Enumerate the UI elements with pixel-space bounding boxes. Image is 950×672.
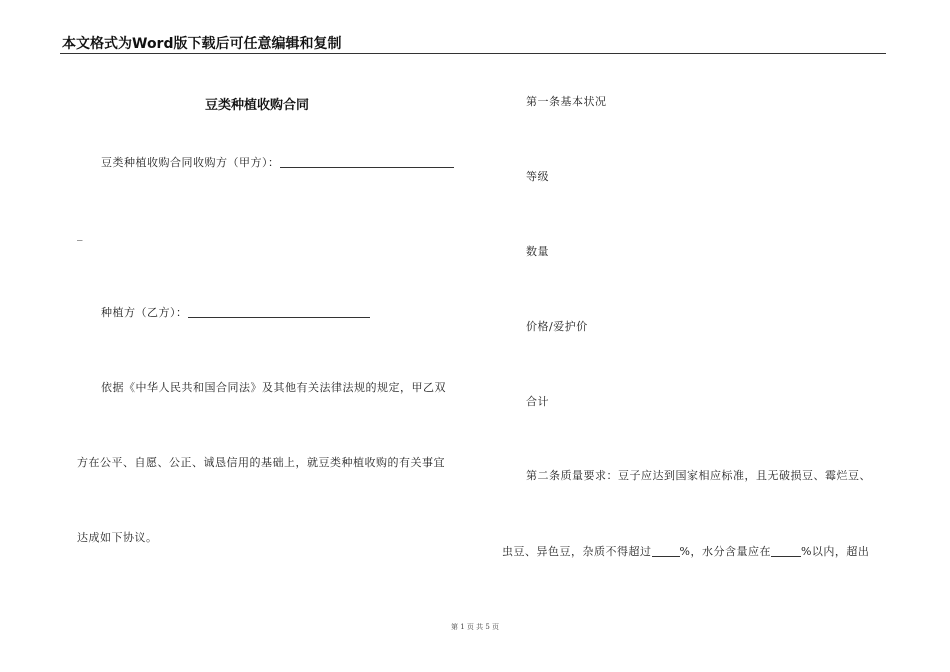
impurity-blank xyxy=(652,545,680,557)
moisture-blank xyxy=(771,545,801,557)
article-2-line-2 xyxy=(502,543,869,559)
contract-title: 豆类种植收购合同 xyxy=(205,98,310,113)
field-price: 价格/爱护价 xyxy=(526,320,588,333)
article-2-moisture-text: %，水分含量应在 xyxy=(679,545,771,558)
grower-line xyxy=(101,304,370,320)
article-2-exceed-text: %以内，超出 xyxy=(800,545,870,558)
field-total: 合计 xyxy=(526,395,549,408)
article-1-heading: 第一条基本状况 xyxy=(526,95,607,108)
grower-label: 种植方（乙方）： xyxy=(101,306,188,319)
paragraph-line-1: 依据《中华人民共和国合同法》及其他有关法律法规的规定，甲乙双 xyxy=(101,381,446,394)
field-quantity: 数量 xyxy=(526,245,549,258)
page-number-footer: 第 1 页 共 5 页 xyxy=(450,623,500,631)
paragraph-line-3: 达成如下协议。 xyxy=(77,531,158,544)
buyer-blank xyxy=(280,156,454,168)
dash-fragment: _ xyxy=(77,228,83,241)
buyer-label: 豆类种植收购合同收购方（甲方）： xyxy=(101,156,280,169)
article-2-line-1: 第二条质量要求：豆子应达到国家相应标准，且无破损豆、霉烂豆、 xyxy=(526,469,871,482)
field-grade: 等级 xyxy=(526,170,549,183)
buyer-line xyxy=(101,154,454,170)
header-divider xyxy=(60,53,886,54)
article-2-impurity-text: 虫豆、异色豆，杂质不得超过 xyxy=(502,545,652,558)
document-header-title: 本文格式为Word版下载后可任意编辑和复制 xyxy=(62,36,342,52)
paragraph-line-2: 方在公平、自愿、公正、诚恳信用的基础上，就豆类种植收购的有关事宜 xyxy=(77,456,445,469)
grower-blank xyxy=(188,306,370,318)
